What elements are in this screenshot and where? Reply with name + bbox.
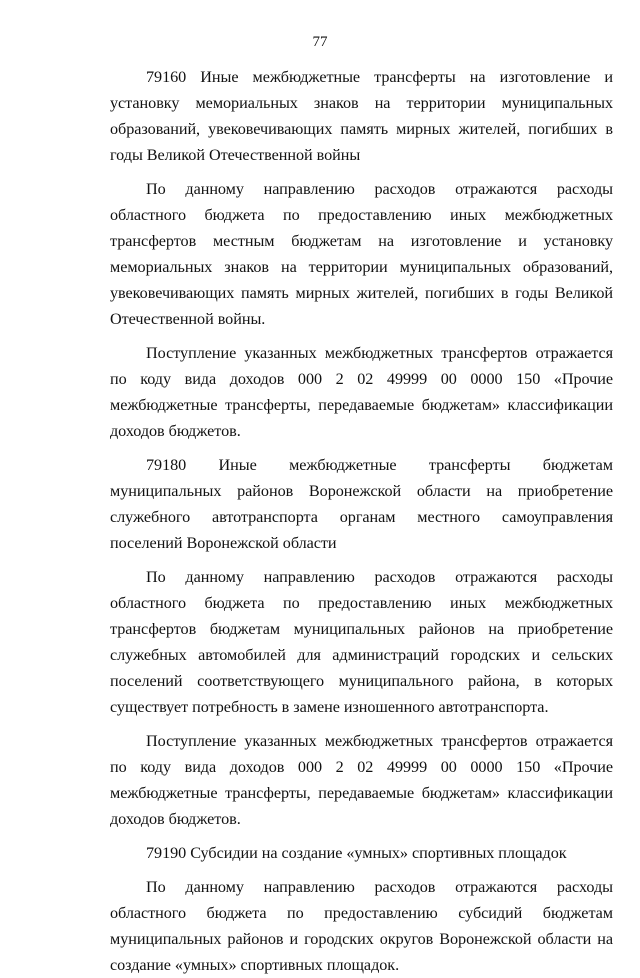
paragraph-79190-description: По данному направлению расходов отражаются расходы областного бюджета по предоставлению субсидий бюджетам муниципальных районов и городских округов Воронежской области на создание «умных» спортивных площадок. — [110, 878, 613, 974]
paragraph-79180-income-code: Поступление указанных межбюджетных трансфертов отражается по коду вида доходов 000 2 02 49999 00 0000 150 «Прочие межбюджетные трансферты, передаваемые бюджетам» классификации доходов бюджетов. — [110, 732, 613, 828]
section-heading-79160: 79160 Иные межбюджетные трансферты на изготовление и установку мемориальных знаков на территории муниципальных образований, увековечивающих память мирных жителей, погибших в годы Великой Отечественной войны — [110, 68, 613, 164]
paragraph-79160-description: По данному направлению расходов отражаются расходы областного бюджета по предоставлению иных межбюджетных трансфертов местным бюджетам на изготовление и установку мемориальных знаков на территории муниципальных образований, увековечивающих память мирных жителей, погибших в годы Великой Отечественной войны. — [110, 180, 613, 328]
page-number: 77 — [312, 34, 328, 50]
document-body — [110, 64, 613, 978]
section-heading-79180: 79180 Иные межбюджетные трансферты бюджетам муниципальных районов Воронежской области на приобретение служебного автотранспорта органам местного самоуправления поселений Воронежской области — [110, 456, 613, 552]
paragraph-79160-income-code: Поступление указанных межбюджетных трансфертов отражается по коду вида доходов 000 2 02 49999 00 0000 150 «Прочие межбюджетные трансферты, передаваемые бюджетам» классификации доходов бюджетов. — [110, 344, 613, 440]
section-heading-79190: 79190 Субсидии на создание «умных» спортивных площадок — [146, 844, 567, 862]
paragraph-79180-description: По данному направлению расходов отражаются расходы областного бюджета по предоставлению иных межбюджетных трансфертов бюджетам муниципальных районов на приобретение служебных автомобилей для администраций городских и сельских поселений соответствующего муниципального района, в которых существует потребность в замене изношенного автотранспорта. — [110, 568, 613, 716]
